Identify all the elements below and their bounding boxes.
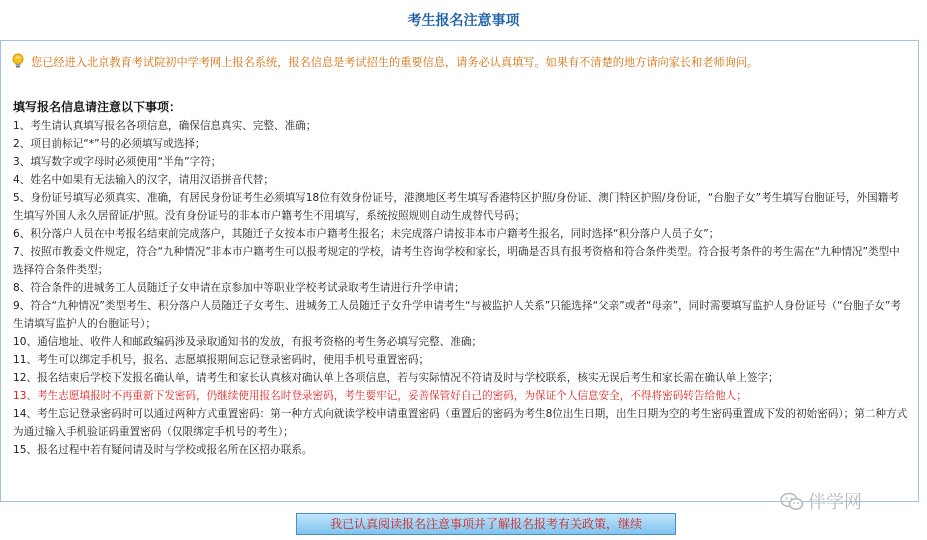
- intro-tip-text: 您已经进入北京教育考试院初中学考网上报名系统，报名信息是考试招生的重要信息，请务必认真填写。如果有不清楚的地方请向家长和老师询问。: [31, 56, 759, 69]
- list-item-highlight: 13、考生志愿填报时不再重新下发密码，仍继续使用报名时登录密码，考生要牢记，妥善保管好自己的密码，为保证个人信息安全，不得将密码转告给他人；: [13, 390, 747, 402]
- list-item: 4、姓名中如果有无法输入的汉字，请用汉语拼音代替；: [13, 174, 274, 186]
- list-item: 12、报名结束后学校下发报名确认单，请考生和家长认真核对确认单上各项信息，若与实际情况不符请及时与学校联系，核实无误后考生和家长需在确认单上签字；: [13, 372, 779, 384]
- list-item: 14、考生忘记登录密码时可以通过两种方式重置密码：第一种方式向就读学校申请重置密码（重置后的密码为考生8位出生日期，出生日期为空的考生密码重置成下发的初始密码）；第二种方式为通过输入手机验证码重置密码（仅限绑定手机号的考生）；: [13, 408, 908, 438]
- list-item: 1、考生请认真填写报名各项信息，确保信息真实、完整、准确；: [13, 120, 317, 132]
- list-item: 9、符合“九种情况”类型考生、积分落户人员随迁子女考生、进城务工人员随迁子女升学申请考生“与被监护人关系”只能选择“父亲”或者“母亲”，同时需要填写监护人身份证号（“台胞子女”考生请填写监护人的台胞证号）；: [13, 300, 901, 330]
- list-item: 5、身份证号填写必须真实、准确，有居民身份证考生必须填写18位有效身份证号，港澳地区考生填写香港特区护照/身份证、澳门特区护照/身份证，“台胞子女”考生填写台胞证号，外国籍考生填写外国人永久居留证/护照。没有身份证号的非本市户籍考生不用填写，系统按照规则自动生成替代号码；: [13, 192, 899, 222]
- watermark: [780, 488, 862, 517]
- list-item: 6、积分落户人员在中考报名结束前完成落户，其随迁子女按本市户籍考生报名；未完成落户请按非本市户籍考生报名，同时选择“积分落户人员子女”；: [13, 228, 720, 240]
- lightbulb-icon: [11, 53, 25, 74]
- notice-heading: 填写报名信息请注意以下事项：: [13, 100, 182, 114]
- notice-list: [13, 117, 909, 459]
- page-title: 考生报名注意事项: [407, 13, 520, 29]
- list-item: 15、报名过程中若有疑问请及时与学校或报名所在区招办联系。: [13, 444, 313, 456]
- list-item: 3、填写数字或字母时必须使用“半角”字符；: [13, 156, 222, 168]
- list-item: 8、符合条件的进城务工人员随迁子女申请在京参加中等职业学校考试录取考生请进行升学申请；: [13, 282, 465, 294]
- list-item: 7、按照市教委文件规定，符合“九种情况”非本市户籍考生可以报考规定的学校，请考生咨询学校和家长，明确是否具有报考资格和符合条件类型。符合报考条件的考生需在“九种情况”类型中选择符合条件类型；: [13, 246, 900, 276]
- list-item: 11、考生可以绑定手机号，报名、志愿填报期间忘记登录密码时，使用手机号重置密码；: [13, 354, 430, 366]
- list-item: 10、通信地址、收件人和邮政编码涉及录取通知书的发放，有报考资格的考生务必填写完整、准确；: [13, 336, 483, 348]
- wechat-icon: [780, 492, 804, 517]
- list-item: 2、项目前标记“*”号的必须填写或选择；: [13, 138, 206, 150]
- watermark-text: 伴学网: [808, 492, 862, 513]
- continue-button[interactable]: 我已认真阅读报名注意事项并了解报名报考有关政策，继续: [296, 513, 676, 535]
- notice-panel: [0, 40, 919, 502]
- intro-tip: [11, 53, 910, 74]
